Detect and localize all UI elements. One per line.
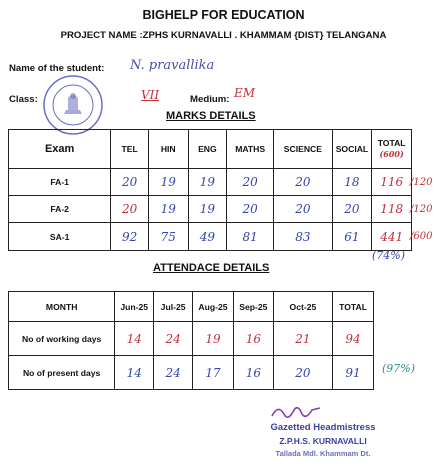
col-month: MONTH <box>9 292 115 322</box>
score-cell: 20 <box>274 169 332 196</box>
out-of-sa1-value: 600 <box>413 231 433 242</box>
col-total <box>372 130 412 169</box>
attendance-cell: 17 <box>193 356 234 390</box>
total-cell: 116 <box>372 169 412 196</box>
attendance-percent-note: (97%) <box>382 362 416 375</box>
attendance-cell: 16 <box>233 322 273 356</box>
col-aug: Aug-25 <box>193 292 234 322</box>
col-oct: Oct-25 <box>273 292 332 322</box>
marks-section-title: MARKS DETAILS <box>166 110 256 122</box>
col-jun: Jun-25 <box>115 292 154 322</box>
col-att-total: TOTAL <box>333 292 374 322</box>
score-cell: 20 <box>227 169 274 196</box>
total-cell: 441 <box>372 223 412 251</box>
stamp-line-2: Z.P.H.S. KURNAVALLI <box>279 436 367 446</box>
attendance-row-label: No of working days <box>9 322 115 356</box>
attendance-cell: 20 <box>273 356 332 390</box>
medium-label: Medium: <box>190 94 230 105</box>
out-of-fa2-value: 120 <box>413 204 433 215</box>
score-cell: 19 <box>148 196 188 223</box>
attendance-cell: 21 <box>273 322 332 356</box>
stamp-line-1: Gazetted Headmistress <box>270 422 376 433</box>
org-title: BIGHELP FOR EDUCATION <box>142 8 305 22</box>
exam-name: SA-1 <box>9 223 111 251</box>
score-cell: 20 <box>332 196 372 223</box>
score-cell: 19 <box>148 169 188 196</box>
out-of-sa1: /600 <box>410 231 433 242</box>
attendance-cell: 14 <box>115 356 154 390</box>
col-sep: Sep-25 <box>233 292 273 322</box>
attendance-cell: 14 <box>115 322 154 356</box>
score-cell: 83 <box>274 223 332 251</box>
score-cell: 19 <box>188 196 227 223</box>
attendance-cell: 91 <box>333 356 374 390</box>
exam-name: FA-2 <box>9 196 111 223</box>
score-cell: 49 <box>188 223 227 251</box>
table-row <box>9 223 412 251</box>
col-maths: MATHS <box>227 130 274 169</box>
score-cell: 20 <box>111 196 149 223</box>
col-social: SOCIAL <box>332 130 372 169</box>
col-jul: Jul-25 <box>154 292 193 322</box>
attendance-cell: 19 <box>193 322 234 356</box>
col-tel: TEL <box>111 130 149 169</box>
score-cell: 81 <box>227 223 274 251</box>
attendance-cell: 24 <box>154 322 193 356</box>
table-row <box>9 356 374 390</box>
score-cell: 18 <box>332 169 372 196</box>
project-title: PROJECT NAME :ZPHS KURNAVALLI . KHAMMAM {DIST} TELANGANA <box>60 30 387 41</box>
col-exam: Exam <box>9 130 111 169</box>
table-row <box>9 322 374 356</box>
student-name-label: Name of the student: <box>9 63 105 74</box>
score-cell: 19 <box>188 169 227 196</box>
marks-percent-note: (74%) <box>372 249 406 262</box>
stamp-line-3: Tallada Mdl. Khammam Dt. <box>275 449 371 458</box>
medium-value: EM <box>234 86 256 100</box>
out-of-fa1: /120 <box>410 177 433 188</box>
score-cell: 61 <box>332 223 372 251</box>
score-cell: 92 <box>111 223 149 251</box>
class-label: Class: <box>9 94 38 105</box>
exam-name: FA-1 <box>9 169 111 196</box>
attendance-cell: 94 <box>333 322 374 356</box>
col-eng: ENG <box>188 130 227 169</box>
out-of-fa2: /120 <box>410 204 433 215</box>
attendance-row-label: No of present days <box>9 356 115 390</box>
col-total-label: TOTAL <box>377 138 406 148</box>
attendance-table <box>8 291 374 390</box>
col-hin: HIN <box>148 130 188 169</box>
score-cell: 20 <box>111 169 149 196</box>
total-cell: 118 <box>372 196 412 223</box>
out-of-fa1-value: 120 <box>413 177 433 188</box>
attendance-cell: 24 <box>154 356 193 390</box>
student-name-value: N. pravallika <box>130 58 215 73</box>
table-row <box>9 169 412 196</box>
score-cell: 20 <box>227 196 274 223</box>
total-max-note: (600) <box>379 149 404 159</box>
col-science: SCIENCE <box>274 130 332 169</box>
score-cell: 75 <box>148 223 188 251</box>
table-row <box>9 196 412 223</box>
attendance-cell: 16 <box>233 356 273 390</box>
school-seal <box>42 74 104 136</box>
score-cell: 20 <box>274 196 332 223</box>
marks-table <box>8 129 412 251</box>
attendance-section-title: ATTENDACE DETAILS <box>153 262 270 274</box>
class-value: VII <box>141 88 160 102</box>
